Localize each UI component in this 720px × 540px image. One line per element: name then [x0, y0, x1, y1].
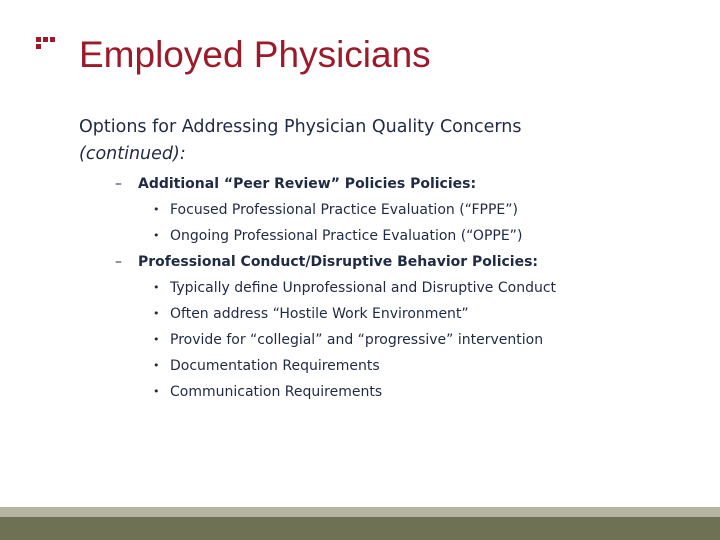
intro-main: Options for Addressing Physician Quality Concerns: [79, 117, 522, 137]
section-heading-row: [0, 249, 720, 275]
list-item: [0, 353, 720, 379]
list-item-text: Communication Requirements: [170, 384, 383, 400]
slide-title: Employed Physicians: [79, 34, 431, 75]
list-item-text: Provide for “collegial” and “progressive” intervention: [170, 332, 544, 348]
bullet-marker: •: [153, 333, 160, 346]
square-grid-logo-icon: [36, 37, 56, 51]
section-heading-peer-review: Additional “Peer Review” Policies Policies:: [138, 176, 477, 192]
list-item: [0, 327, 720, 353]
section-heading-row: [0, 171, 720, 197]
list-item-text: Often address “Hostile Work Environment”: [170, 306, 469, 322]
logo-square: [36, 44, 41, 49]
bullet-marker: •: [153, 229, 160, 242]
list-item-text: Ongoing Professional Practice Evaluation (“OPPE”): [170, 228, 523, 244]
bullet-marker: •: [153, 281, 160, 294]
intro-text: [79, 114, 699, 168]
list-item-text: Focused Professional Practice Evaluation (“FPPE”): [170, 202, 518, 218]
intro-continued: (continued):: [79, 144, 186, 164]
logo-square: [43, 37, 48, 42]
footer-band-light: [0, 507, 720, 517]
list-item: [0, 301, 720, 327]
list-item: [0, 197, 720, 223]
bullet-marker: •: [153, 359, 160, 372]
bullet-marker: •: [153, 203, 160, 216]
list-item: [0, 379, 720, 405]
policy-list: [0, 171, 720, 405]
dash-marker: –: [115, 176, 122, 192]
dash-marker: –: [115, 254, 122, 270]
logo-square: [36, 37, 41, 42]
list-item: [0, 275, 720, 301]
list-item-text: Typically define Unprofessional and Disruptive Conduct: [170, 280, 557, 296]
bullet-marker: •: [153, 307, 160, 320]
section-heading-conduct: Professional Conduct/Disruptive Behavior Policies:: [138, 254, 539, 270]
footer-band-dark: [0, 517, 720, 540]
list-item: [0, 223, 720, 249]
logo-square: [50, 37, 55, 42]
bullet-marker: •: [153, 385, 160, 398]
list-item-text: Documentation Requirements: [170, 358, 380, 374]
